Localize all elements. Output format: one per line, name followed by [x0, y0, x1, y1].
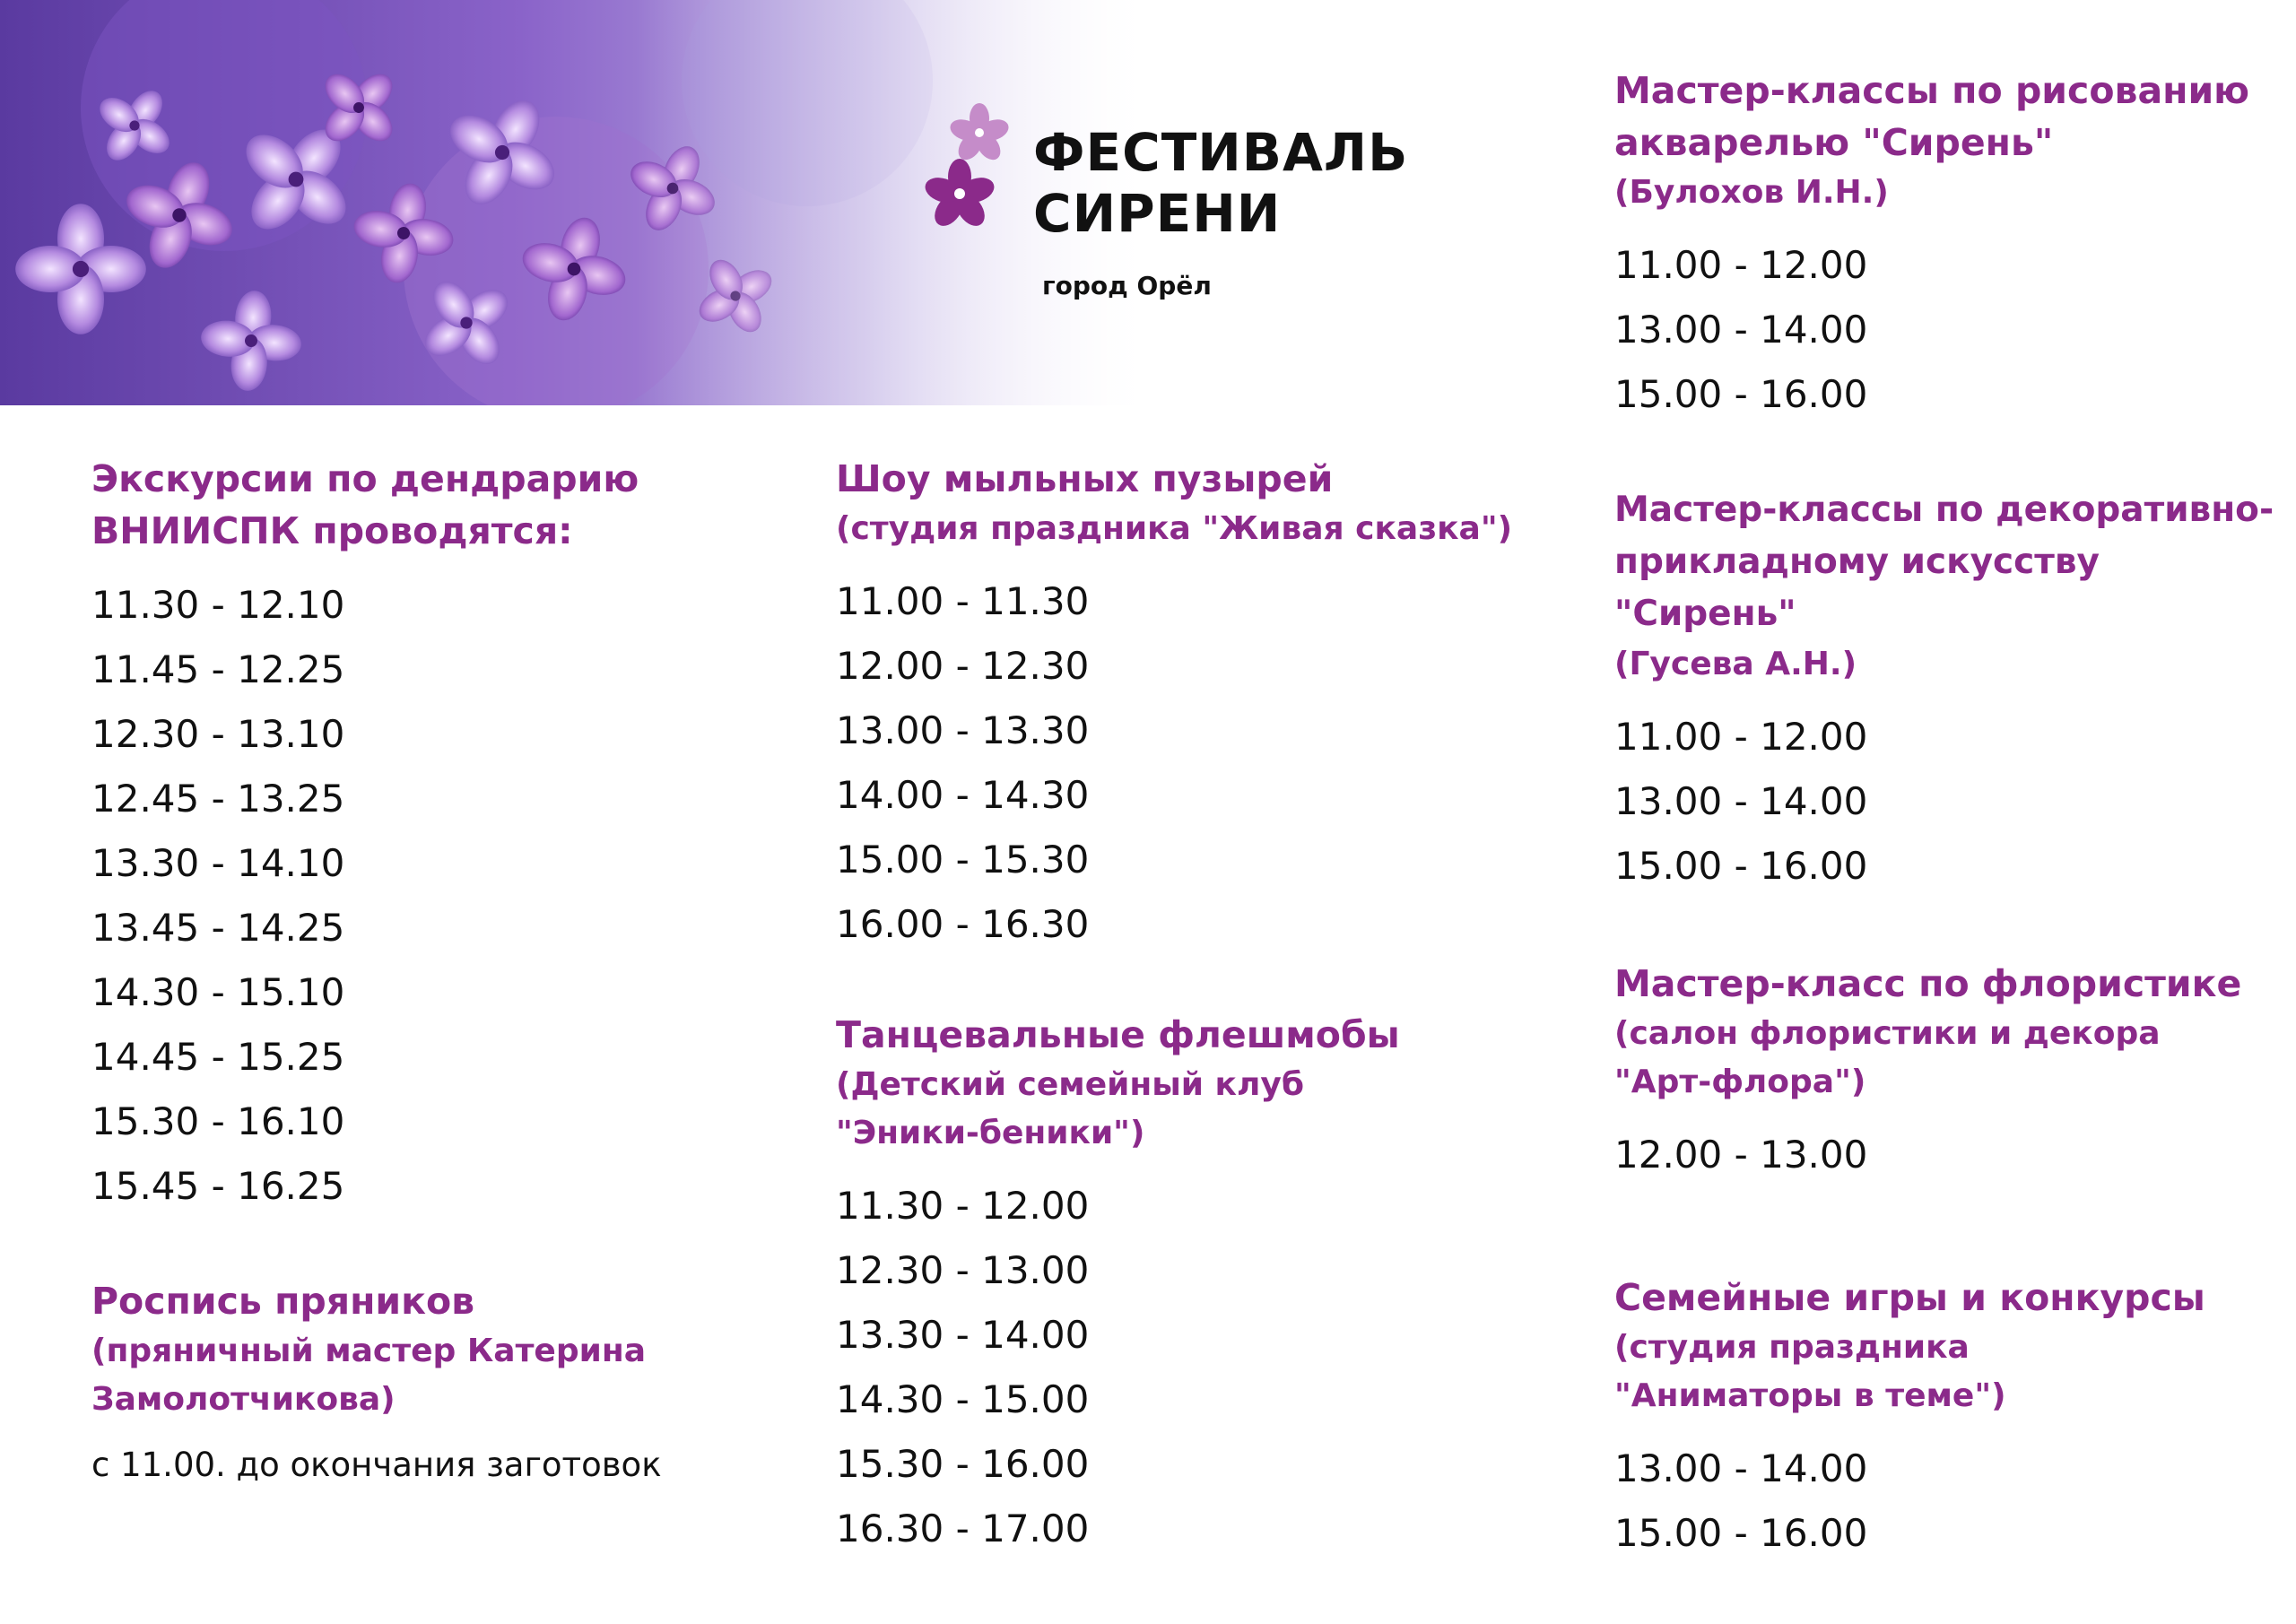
festival-city: город Орёл [1042, 271, 1212, 300]
painting-title: Мастер-классы по рисованию акварелью "Сирень" [1614, 69, 2250, 164]
floristry-title: Мастер-класс по флористике [1614, 962, 2242, 1005]
floristry-section [1614, 958, 2278, 1187]
lilac-flower-icon [915, 100, 1022, 235]
time-slot: 11.00 - 11.30 [836, 579, 1090, 623]
flashmob-section [836, 1009, 1464, 1561]
time-slot: 14.30 - 15.10 [91, 970, 345, 1014]
time-slot: 12.00 - 13.00 [1614, 1133, 1868, 1177]
time-slot: 11.00 - 12.00 [1614, 243, 1868, 287]
bubbles-times [836, 569, 1535, 957]
time-slot: 11.30 - 12.10 [91, 583, 345, 627]
time-slot: 13.00 - 14.00 [1614, 779, 1868, 823]
time-slot: 15.30 - 16.10 [91, 1099, 345, 1143]
time-slot: 12.45 - 13.25 [91, 777, 345, 821]
flashmob-times [836, 1174, 1464, 1561]
painting-section [1614, 65, 2278, 427]
time-slot: 13.30 - 14.00 [836, 1313, 1090, 1357]
time-slot: 14.30 - 15.00 [836, 1377, 1090, 1421]
floristry-subtitle: (салон флористики и декора "Арт-флора") [1614, 1015, 2161, 1100]
gingerbread-subtitle: (пряничный мастер Катерина Замолотчикова) [91, 1333, 647, 1418]
floristry-times [1614, 1123, 2278, 1187]
gingerbread-title: Роспись пряников [91, 1280, 475, 1323]
time-slot: 15.45 - 16.25 [91, 1164, 345, 1208]
bubbles-title: Шоу мыльных пузырей [836, 457, 1334, 500]
games-title: Семейные игры и конкурсы [1614, 1276, 2205, 1319]
time-slot: 16.30 - 17.00 [836, 1507, 1090, 1550]
time-slot: 15.00 - 15.30 [836, 838, 1090, 881]
time-slot: 14.45 - 15.25 [91, 1035, 345, 1079]
excursions-title: Экскурсии по дендрарию ВНИИСПК проводятся: [91, 457, 639, 552]
time-slot: 13.45 - 14.25 [91, 906, 345, 950]
time-slot: 15.00 - 16.00 [1614, 372, 1868, 416]
decorative-section [1614, 484, 2278, 899]
time-slot: 15.30 - 16.00 [836, 1442, 1090, 1486]
decorative-times [1614, 705, 2278, 899]
time-slot: 15.00 - 16.00 [1614, 1511, 1868, 1555]
time-slot: 16.00 - 16.30 [836, 902, 1090, 946]
time-slot: 13.00 - 13.30 [836, 708, 1090, 752]
festival-logo [915, 100, 1417, 316]
flashmob-subtitle: (Детский семейный клуб "Эники-беники") [836, 1066, 1304, 1151]
decorative-title: Мастер-классы по декоративно-прикладному искусству "Сирень" [1614, 490, 2274, 634]
gingerbread-note: с 11.00. до окончания заготовок [91, 1446, 662, 1484]
excursions-section [91, 453, 737, 1219]
time-slot: 13.00 - 14.00 [1614, 1446, 1868, 1490]
time-slot: 11.30 - 12.00 [836, 1184, 1090, 1228]
time-slot: 15.00 - 16.00 [1614, 844, 1868, 888]
time-slot: 12.00 - 12.30 [836, 644, 1090, 688]
time-slot: 13.30 - 14.10 [91, 841, 345, 885]
festival-title: ФЕСТИВАЛЬ СИРЕНИ [1033, 122, 1409, 244]
time-slot: 11.45 - 12.25 [91, 647, 345, 691]
flashmob-title: Танцевальные флешмобы [836, 1013, 1400, 1056]
games-section [1614, 1272, 2278, 1566]
gingerbread-section [91, 1275, 755, 1492]
time-slot: 13.00 - 14.00 [1614, 308, 1868, 352]
games-subtitle: (студия праздника "Аниматоры в теме") [1614, 1329, 2006, 1414]
time-slot: 12.30 - 13.10 [91, 712, 345, 756]
painting-times [1614, 233, 2278, 427]
excursions-times [91, 573, 737, 1219]
decorative-subtitle: (Гусева А.Н.) [1614, 646, 1857, 682]
time-slot: 14.00 - 14.30 [836, 773, 1090, 817]
games-times [1614, 1437, 2278, 1566]
time-slot: 11.00 - 12.00 [1614, 715, 1868, 759]
bubbles-section [836, 453, 1535, 957]
painting-subtitle: (Булохов И.Н.) [1614, 174, 1889, 211]
bubbles-subtitle: (студия праздника "Живая сказка") [836, 510, 1513, 547]
time-slot: 12.30 - 13.00 [836, 1248, 1090, 1292]
